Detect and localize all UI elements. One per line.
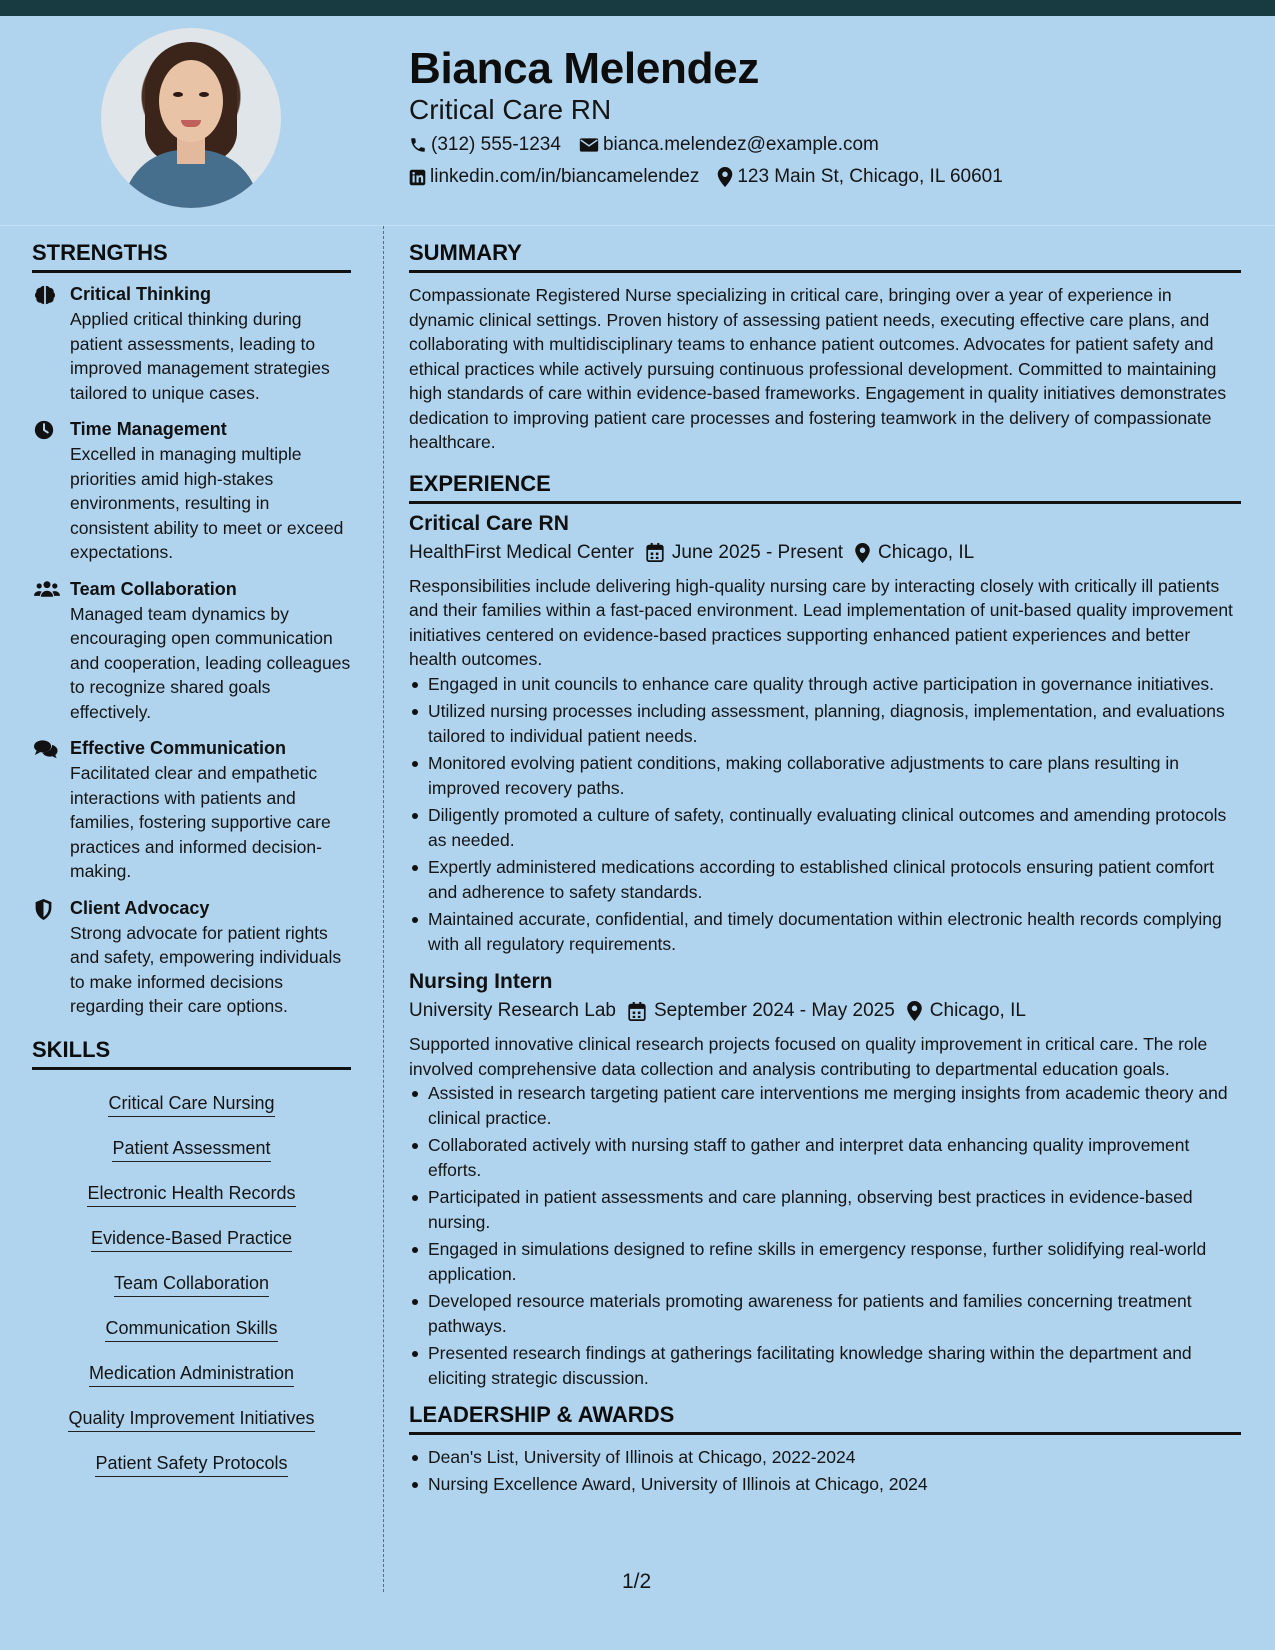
top-accent-bar xyxy=(0,0,1275,16)
experience-heading: EXPERIENCE xyxy=(409,471,1241,504)
map-pin-icon xyxy=(717,167,733,187)
strength-title: Team Collaboration xyxy=(70,578,237,599)
skill-tag: Communication Skills xyxy=(105,1317,277,1342)
list-item: Monitored evolving patient conditions, making collaborative adjustments to care plans resulting in improved recovery paths. xyxy=(409,751,1241,800)
job-entry xyxy=(409,510,1241,957)
clock-icon xyxy=(34,420,54,440)
job-dates: September 2024 - May 2025 xyxy=(653,1000,895,1021)
skill-tag: Team Collaboration xyxy=(114,1272,269,1297)
strength-item xyxy=(32,418,351,565)
job-meta xyxy=(409,538,1241,568)
address-text: 123 Main St, Chicago, IL 60601 xyxy=(737,166,1003,187)
right-column xyxy=(409,240,1241,1508)
job-title: Nursing Intern xyxy=(409,970,553,993)
calendar-icon xyxy=(628,1002,646,1021)
strengths-heading: STRENGTHS xyxy=(32,240,351,273)
strength-desc: Applied critical thinking during patient assessments, leading to improved management strategies tailored to unique cases. xyxy=(70,309,330,403)
list-item: Assisted in research targeting patient care interventions me merging insights from academic theory and clinical practice. xyxy=(409,1081,1241,1130)
skill-list xyxy=(32,1080,351,1485)
profile-photo xyxy=(101,28,281,208)
job-company: University Research Lab xyxy=(409,1000,616,1021)
resume-header xyxy=(0,16,1275,226)
contact-row-2 xyxy=(409,166,1021,188)
list-item: Utilized nursing processes including assessment, planning, diagnosis, implementation, and evaluations tailored to individual patient needs. xyxy=(409,699,1241,748)
users-icon xyxy=(34,580,60,598)
linkedin-text: linkedin.com/in/biancamelendez xyxy=(430,166,700,187)
strength-desc: Excelled in managing multiple priorities amid high-stakes environments, resulting in consistent ability to meet or exceed expectations. xyxy=(70,444,344,562)
calendar-icon xyxy=(646,543,664,562)
job-bullets xyxy=(409,672,1241,957)
list-item: Nursing Excellence Award, University of Illinois at Chicago, 2024 xyxy=(409,1472,1241,1497)
job-title: Critical Care RN xyxy=(409,511,569,535)
skill-tag: Quality Improvement Initiatives xyxy=(68,1407,314,1432)
strength-item xyxy=(32,578,351,725)
job-company: HealthFirst Medical Center xyxy=(409,541,634,563)
map-pin-icon xyxy=(855,543,870,563)
left-column xyxy=(32,240,351,1485)
list-item: Participated in patient assessments and care planning, observing best practices in evidence-based nursing. xyxy=(409,1185,1241,1234)
list-item: Collaborated actively with nursing staff to gather and interpret data enhancing quality improvement efforts. xyxy=(409,1133,1241,1182)
linkedin-icon xyxy=(409,169,426,186)
job-description: Responsibilities include delivering high-quality nursing care by interacting closely with critically ill patients and their families within a fast-paced environment. Lead implementation of unit-based quality improvement initiatives centered on evidence-based practices supporting enhanced patient experiences and better health outcomes. xyxy=(409,575,1233,669)
skill-tag: Electronic Health Records xyxy=(87,1182,295,1207)
job-dates: June 2025 - Present xyxy=(671,541,844,563)
skills-heading: SKILLS xyxy=(32,1037,351,1070)
list-item: Engaged in unit councils to enhance care quality through active participation in governance initiatives. xyxy=(409,672,1241,697)
job-bullets xyxy=(409,1081,1241,1390)
contact-email[interactable] xyxy=(579,134,879,156)
awards-list xyxy=(409,1445,1241,1496)
candidate-role: Critical Care RN xyxy=(409,94,612,125)
strength-desc: Managed team dynamics by encouraging open communication and cooperation, leading colleagues to recognize shared goals effectively. xyxy=(70,603,351,722)
job-description: Supported innovative clinical research projects focused on quality improvement in critical care. The role involved comprehensive data collection and analysis contributing to departmental education goals. xyxy=(409,1034,1208,1079)
phone-icon xyxy=(409,136,427,154)
skill-tag: Patient Safety Protocols xyxy=(95,1452,287,1477)
skill-tag: Medication Administration xyxy=(89,1362,294,1387)
job-meta xyxy=(409,996,1241,1026)
experience-section xyxy=(409,471,1241,1391)
page-number: 1/2 xyxy=(622,1570,652,1593)
phone-text: (312) 555-1234 xyxy=(431,134,561,155)
shield-icon xyxy=(34,899,53,920)
list-item: Expertly administered medications according to established clinical protocols ensuring patient comfort and adherence to safety standards. xyxy=(409,855,1241,904)
summary-text: Compassionate Registered Nurse specializing in critical care, bringing over a year of experience in dynamic clinical settings. Proven history of assessing patient needs, executing effective care plans, and collaborating with multidisciplinary teams to enhance patient outcomes. Advocates for patient safety and ethical practices while actively pursuing continuous professional development. Committed to maintaining high standards of care within evidence-based frameworks. Engagement in quality initiatives demonstrates dedication to improving patient care processes and fostering teamwork in the delivery of compassionate healthcare. xyxy=(409,285,1227,452)
comments-icon xyxy=(34,739,58,759)
email-text: bianca.melendez@example.com xyxy=(602,134,879,155)
strength-title: Critical Thinking xyxy=(70,284,212,304)
strength-item xyxy=(32,897,351,1019)
job-location: Chicago, IL xyxy=(878,541,975,563)
list-item: Engaged in simulations designed to refine skills in emergency response, further solidifying real-world application. xyxy=(409,1237,1241,1286)
strength-item xyxy=(32,283,351,405)
list-item: Maintained accurate, confidential, and timely documentation within electronic health records complying with all regulatory requirements. xyxy=(409,907,1241,956)
awards-heading: LEADERSHIP & AWARDS xyxy=(409,1402,1241,1435)
column-divider xyxy=(383,226,384,1592)
contact-row-1 xyxy=(409,134,897,156)
summary-heading: SUMMARY xyxy=(409,240,1241,273)
list-item: Dean's List, University of Illinois at Chicago, 2022-2024 xyxy=(409,1445,1241,1470)
contact-linkedin[interactable] xyxy=(409,166,699,188)
contact-address xyxy=(717,166,1002,188)
job-entry xyxy=(409,968,1241,1390)
strength-desc: Strong advocate for patient rights and safety, empowering individuals to make informed decisions regarding their care options. xyxy=(70,922,342,1016)
list-item: Developed resource materials promoting awareness for patients and families concerning treatment pathways. xyxy=(409,1289,1241,1338)
contact-phone[interactable] xyxy=(409,134,561,156)
list-item: Diligently promoted a culture of safety, continually evaluating clinical outcomes and amending protocols as needed. xyxy=(409,803,1241,852)
strength-title: Time Management xyxy=(70,419,227,439)
brain-icon xyxy=(34,285,56,305)
envelope-icon xyxy=(579,137,599,153)
awards-section xyxy=(409,1402,1241,1496)
strength-item xyxy=(32,737,351,884)
skill-tag: Patient Assessment xyxy=(112,1137,270,1162)
skills-section xyxy=(32,1037,351,1485)
candidate-name: Bianca Melendez xyxy=(409,44,760,93)
skill-tag: Critical Care Nursing xyxy=(108,1092,274,1117)
strength-title: Effective Communication xyxy=(70,738,287,758)
skill-tag: Evidence-Based Practice xyxy=(91,1227,292,1252)
strength-title: Client Advocacy xyxy=(70,897,210,918)
list-item: Presented research findings at gatherings facilitating knowledge sharing within the department and eliciting strategic discussion. xyxy=(409,1341,1241,1390)
strength-desc: Facilitated clear and empathetic interactions with patients and families, fostering supportive care practices and informed decision-making. xyxy=(70,763,331,881)
job-location: Chicago, IL xyxy=(929,1000,1026,1021)
map-pin-icon xyxy=(907,1001,922,1021)
